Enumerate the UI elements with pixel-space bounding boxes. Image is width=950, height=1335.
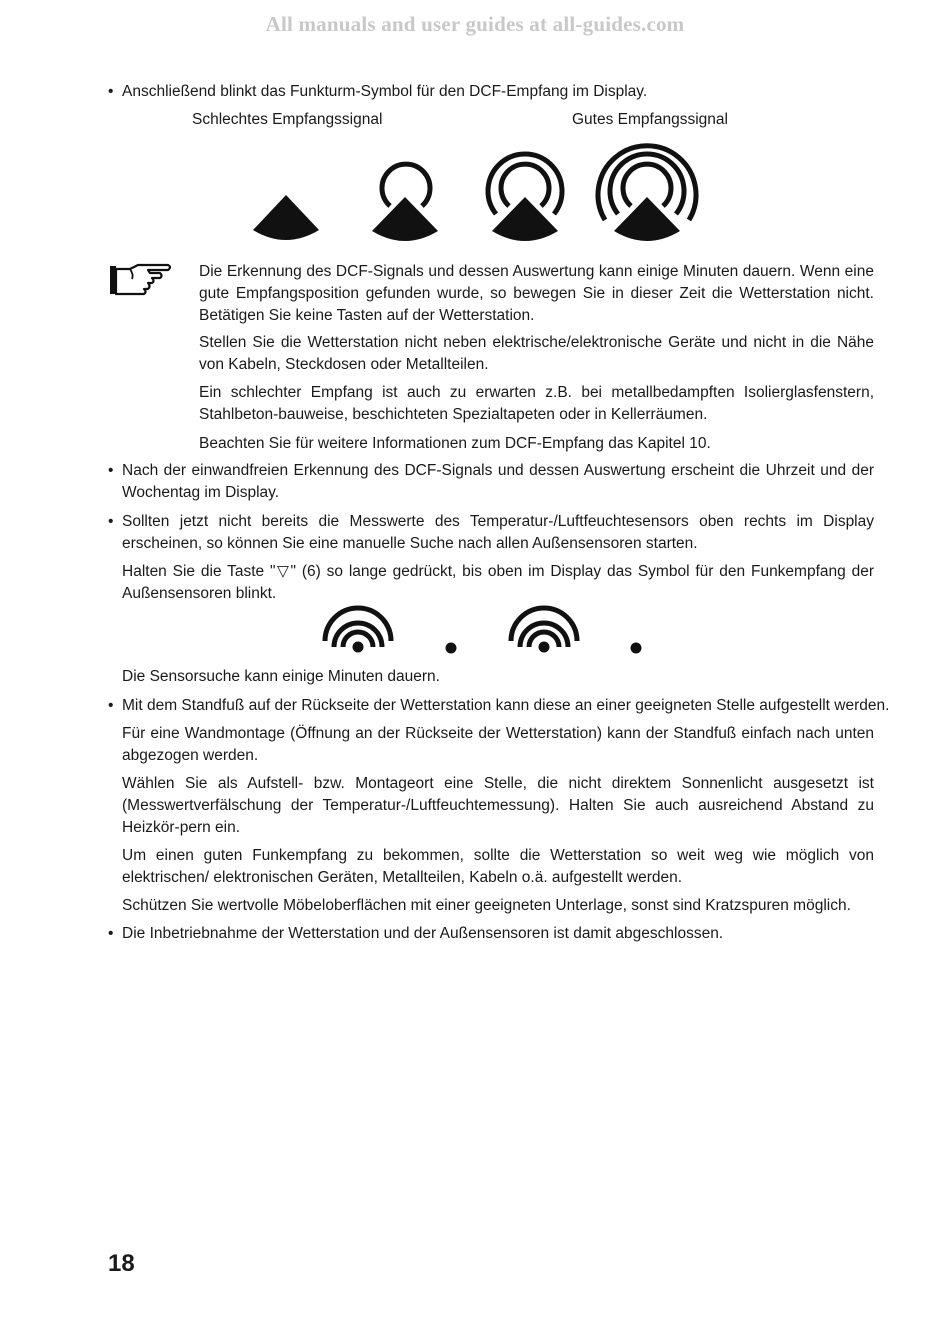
paragraph-hold-button: Halten Sie die Taste "▽" (6) so lange gedrückt, bis oben im Display das Symbol für den Funkempfang der Außensensoren blinkt. bbox=[122, 563, 874, 602]
note-paragraph-3: Ein schlechter Empfang ist auch zu erwarten z.B. bei metallbedampften Isolierglasfenstern, Stahlbeton-bauweise, beschichteten Spezialtapeten oder in Kellerräumen. bbox=[199, 384, 874, 423]
paragraph-time-display: Nach der einwandfreien Erkennung des DCF-Signals und dessen Auswertung erscheint die Uhrzeit und der Wochentag im Display. bbox=[122, 462, 874, 501]
sensor-dot-icon bbox=[446, 643, 457, 654]
bullet-mark: • bbox=[108, 462, 114, 479]
paragraph-radio-reception: Um einen guten Funkempfang zu bekommen, sollte die Wetterstation so weit weg wie möglich von elektrischen/ elektronischen Geräten, Metallteilen, Kabeln o.ä. aufgestellt werden. bbox=[122, 847, 874, 886]
caption-good-signal: Gutes Empfangssignal bbox=[572, 111, 728, 128]
pointing-hand-icon bbox=[108, 263, 174, 299]
sensor-signal-full-icon bbox=[511, 608, 577, 653]
sensor-signal-full-icon bbox=[325, 608, 391, 653]
note-paragraph-4: Beachten Sie für weitere Informationen zum DCF-Empfang das Kapitel 10. bbox=[199, 435, 711, 452]
paragraph-stand: Mit dem Standfuß auf der Rückseite der Wetterstation kann diese an einer geeigneten Stelle aufgestellt werden. bbox=[122, 697, 890, 714]
paragraph-complete: Die Inbetriebnahme der Wetterstation und der Außensensoren ist damit abgeschlossen. bbox=[122, 925, 724, 942]
paragraph-sensor-search: Sollten jetzt nicht bereits die Messwerte des Temperatur-/Luftfeuchtesensors oben rechts im Display erscheinen, so können Sie eine manuelle Suche nach allen Außensensoren starten. bbox=[122, 513, 874, 552]
caption-bad-signal: Schlechtes Empfangssignal bbox=[192, 111, 383, 128]
dcf-signal-0-icon bbox=[253, 195, 319, 240]
bullet-mark: • bbox=[108, 83, 114, 100]
bullet-mark: • bbox=[108, 697, 114, 714]
paragraph-search-duration: Die Sensorsuche kann einige Minuten dauern. bbox=[122, 668, 440, 685]
dcf-signal-3-icon bbox=[598, 146, 696, 241]
bullet-mark: • bbox=[108, 513, 114, 530]
dcf-signal-icons bbox=[0, 140, 950, 260]
dcf-signal-2-icon bbox=[488, 154, 562, 241]
paragraph-furniture: Schützen Sie wertvolle Möbeloberflächen mit einer geeigneten Unterlage, sonst sind Kratzspuren möglich. bbox=[122, 897, 851, 914]
bullet-mark: • bbox=[108, 925, 114, 942]
note-paragraph-1: Die Erkennung des DCF-Signals und dessen Auswertung kann einige Minuten dauern. Wenn eine gute Empfangsposition gefunden wurde, so bewegen Sie in dieser Zeit die Wetterstation nicht. Betätigen Sie keine Tasten auf der Wetterstation. bbox=[199, 263, 874, 324]
page-number: 18 bbox=[108, 1250, 135, 1277]
paragraph-dcf-blink: Anschließend blinkt das Funkturm-Symbol für den DCF-Empfang im Display. bbox=[122, 83, 648, 100]
sensor-signal-icons bbox=[0, 603, 950, 663]
sensor-dot-icon bbox=[631, 643, 642, 654]
paragraph-wall-mount: Für eine Wandmontage (Öffnung an der Rückseite der Wetterstation) kann der Standfuß einfach nach unten abgezogen werden. bbox=[122, 725, 874, 764]
note-paragraph-2: Stellen Sie die Wetterstation nicht neben elektrische/elektronische Geräte und nicht in die Nähe von Kabeln, Steckdosen oder Metallteilen. bbox=[199, 334, 874, 373]
dcf-signal-1-icon bbox=[372, 164, 438, 241]
watermark: All manuals and user guides at all-guides.com bbox=[265, 12, 685, 36]
paragraph-location: Wählen Sie als Aufstell- bzw. Montageort eine Stelle, die nicht direktem Sonnenlicht ausgesetzt ist (Messwertverfälschung der Temperatur-/Luftfeuchtemessung). Halten Sie auch ausreichend Abstand zu Heizkör-pern ein. bbox=[122, 775, 874, 836]
